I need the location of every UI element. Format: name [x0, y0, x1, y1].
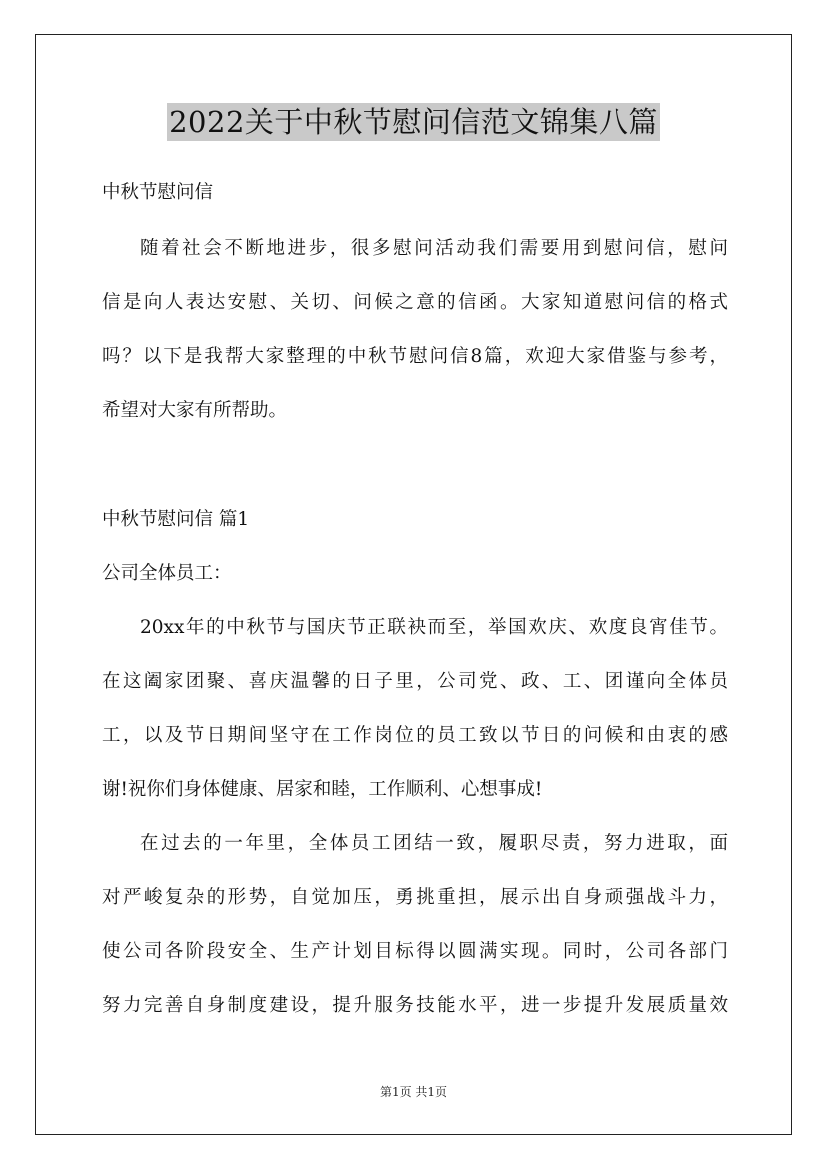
paragraph-line: 在这阖家团聚、喜庆温馨的日子里，公司党、政、工、团谨向全体员: [102, 671, 728, 692]
paragraph-line: 对严峻复杂的形势，自觉加压，勇挑重担，展示出自身顽强战斗力，: [102, 887, 728, 908]
paragraph-line: 努力完善自身制度建设，提升服务技能水平，进一步提升发展质量效: [102, 995, 728, 1016]
page-number: 第1页 共1页: [379, 1085, 448, 1099]
document-title: 2022关于中秋节慰问信范文锦集八篇: [169, 105, 658, 139]
intro-line: 希望对大家有所帮助。: [102, 400, 288, 421]
intro-line: 随着社会不断地进步，很多慰问活动我们需要用到慰问信，慰问: [140, 238, 728, 259]
intro-line: 信是向人表达安慰、关切、问候之意的信函。大家知道慰问信的格式: [102, 292, 728, 313]
paragraph-line: 使公司各阶段安全、生产计划目标得以圆满实现。同时，公司各部门: [102, 941, 728, 962]
paragraph-line: 20xx年的中秋节与国庆节正联袂而至，举国欢庆、欢度良宵佳节。: [140, 617, 728, 638]
heading: 中秋节慰问信: [102, 182, 214, 203]
salutation: 公司全体员工：: [102, 563, 232, 584]
title-container: [0, 103, 827, 141]
paragraph-line: 工，以及节日期间坚守在工作岗位的员工致以节日的问候和由衷的感: [102, 725, 728, 746]
section-title: 中秋节慰问信 篇1: [102, 509, 250, 530]
paragraph-line: 谢!祝你们身体健康、居家和睦，工作顺利、心想事成!: [102, 779, 543, 800]
paragraph-line: 在过去的一年里，全体员工团结一致，履职尽责，努力进取，面: [140, 833, 728, 854]
intro-line: 吗？以下是我帮大家整理的中秋节慰问信8篇，欢迎大家借鉴与参考，: [102, 346, 728, 367]
